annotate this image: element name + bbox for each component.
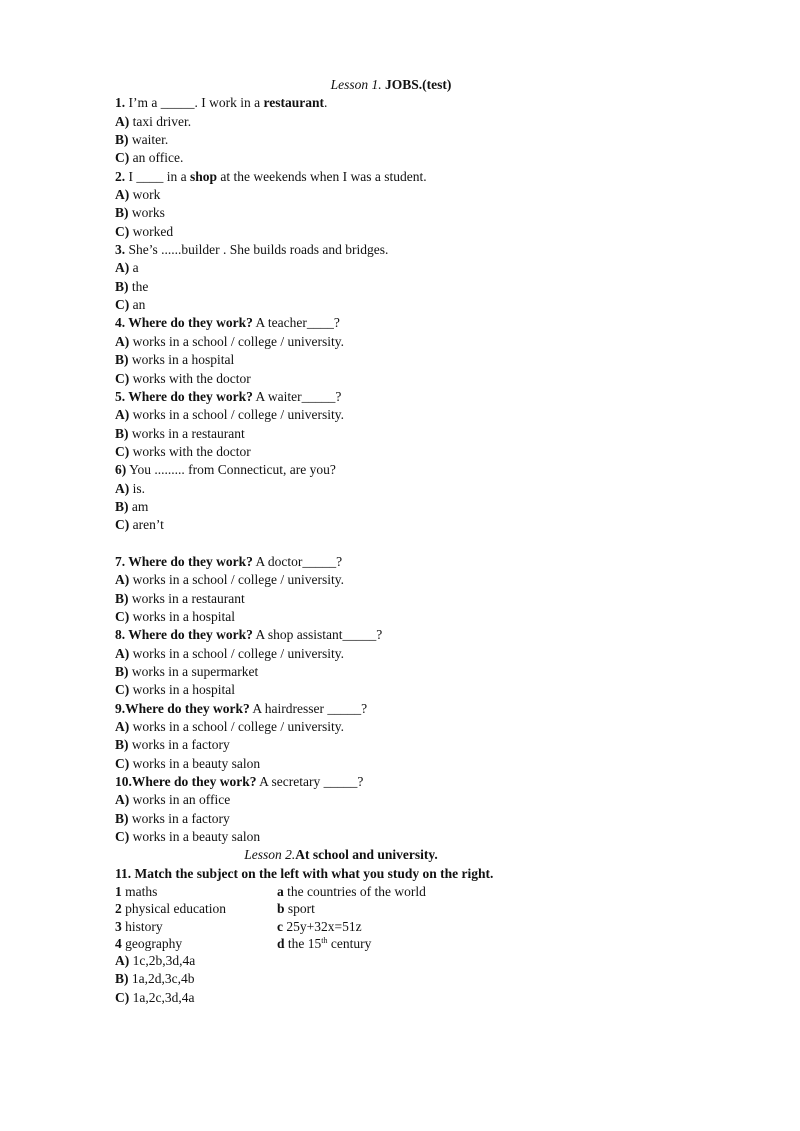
question-number: 10.Where do they work? xyxy=(115,774,257,790)
question-stem xyxy=(115,773,715,791)
option-letter: B) xyxy=(115,810,129,826)
question-number: 2. xyxy=(115,168,126,184)
option-text: works in a factory xyxy=(128,737,230,753)
lesson1-title xyxy=(115,76,667,94)
option-text: an xyxy=(129,297,146,313)
question-stem xyxy=(115,241,715,259)
answer-option xyxy=(115,516,715,534)
match-row xyxy=(115,883,715,900)
answer-option xyxy=(115,186,715,204)
option-text: works in a beauty salon xyxy=(129,829,261,845)
match-row xyxy=(115,935,715,952)
option-text: works in a factory xyxy=(128,810,230,826)
option-letter: C) xyxy=(115,608,130,624)
option-letter: B) xyxy=(115,737,129,753)
option-letter: B) xyxy=(115,132,129,148)
option-letter: A) xyxy=(115,260,130,276)
question-text: restaurant xyxy=(263,95,324,111)
ordinal-superscript: th xyxy=(321,935,328,945)
question-number: 5. Where do they work? xyxy=(115,388,253,404)
match-right-item: b sport xyxy=(277,901,315,917)
answer-option xyxy=(115,791,715,809)
option-letter: B) xyxy=(115,498,129,514)
option-letter: A) xyxy=(115,480,130,496)
answer-option xyxy=(115,755,715,773)
question-stem xyxy=(115,94,715,112)
question-text: I ____ in a xyxy=(125,168,190,184)
option-letter: C) xyxy=(115,443,130,459)
answer-option xyxy=(115,351,715,369)
answer-option xyxy=(115,681,715,699)
question-stem xyxy=(115,461,715,479)
option-text: works in a hospital xyxy=(129,682,235,698)
option-letter: B) xyxy=(115,352,129,368)
answer-option xyxy=(115,663,715,681)
option-letter: B) xyxy=(115,205,129,221)
option-letter: A) xyxy=(115,407,130,423)
option-text: works xyxy=(128,205,165,221)
match-right-item: d the 15th century xyxy=(277,935,372,951)
q11-option: C) 1a,2c,3d,4a xyxy=(115,989,195,1005)
answer-option xyxy=(115,828,715,846)
q11-option: B) 1a,2d,3c,4b xyxy=(115,971,195,987)
option-text: am xyxy=(128,498,149,514)
option-text: works in a school / college / university. xyxy=(129,333,344,349)
option-text: works in a hospital xyxy=(129,608,235,624)
lesson2-title-italic: Lesson 2. xyxy=(244,847,296,863)
option-text: is. xyxy=(129,480,146,496)
answer-option xyxy=(115,608,715,626)
questions-list xyxy=(115,94,715,846)
question-number: 8. Where do they work? xyxy=(115,627,253,643)
answer-option xyxy=(115,259,715,277)
option-text: works in a hospital xyxy=(128,352,235,368)
option-letter: A) xyxy=(115,792,130,808)
question-stem xyxy=(115,553,715,571)
question-stem xyxy=(115,168,715,186)
match-left-item: 4 geography xyxy=(115,935,183,951)
option-text: works with the doctor xyxy=(129,370,251,386)
match-left-item: 1 maths xyxy=(115,884,158,900)
question-text: at the weekends when I was a student. xyxy=(217,168,427,184)
question-text: A hairdresser _____? xyxy=(249,700,368,716)
question-text: A shop assistant_____? xyxy=(252,627,383,643)
lesson2-title xyxy=(115,846,567,864)
option-letter: C) xyxy=(115,223,130,239)
option-text: a xyxy=(129,260,139,276)
answer-option xyxy=(115,443,715,461)
answer-option xyxy=(115,718,715,736)
answer-option xyxy=(115,131,715,149)
answer-option xyxy=(115,571,715,589)
answer-option xyxy=(115,333,715,351)
option-text: the xyxy=(128,278,149,294)
option-letter: B) xyxy=(115,590,129,606)
answer-option xyxy=(115,810,715,828)
question-text: A teacher____? xyxy=(252,315,340,331)
answer-option xyxy=(115,223,715,241)
option-letter: C) xyxy=(115,755,130,771)
option-letter: B) xyxy=(115,425,129,441)
option-letter: A) xyxy=(115,572,130,588)
answer-option xyxy=(115,590,715,608)
answer-option xyxy=(115,406,715,424)
answer-option xyxy=(115,645,715,663)
question-text: A secretary _____? xyxy=(256,774,364,790)
option-text: an office. xyxy=(129,150,184,166)
match-right-item: c 25y+32x=51z xyxy=(277,918,362,934)
option-letter: B) xyxy=(115,664,129,679)
option-letter: A) xyxy=(115,333,130,349)
option-text: works in a restaurant xyxy=(128,590,245,606)
option-letter: A) xyxy=(115,187,130,203)
lesson2-title-bold: At school and university. xyxy=(295,847,438,863)
question-text: . xyxy=(323,95,328,111)
question-number: 1. xyxy=(115,95,126,111)
question-text: shop xyxy=(190,168,218,184)
option-letter: A) xyxy=(115,719,130,735)
option-letter: C) xyxy=(115,150,130,166)
option-text: aren’t xyxy=(129,517,164,533)
question-stem xyxy=(115,314,715,332)
q11-prompt-text: 11. Match the subject on the left with what you study on the right. xyxy=(115,865,494,881)
match-right-item: a the countries of the world xyxy=(277,884,426,900)
option-text: works in a school / college / university. xyxy=(129,645,344,661)
question-text: She’s ......builder . She builds roads and bridges. xyxy=(125,242,389,258)
answer-option xyxy=(115,278,715,296)
answer-option xyxy=(115,113,715,131)
question-text: A waiter_____? xyxy=(252,388,342,404)
option-text: works in a beauty salon xyxy=(129,755,261,771)
question-stem xyxy=(115,388,715,406)
q11-option: A) 1c,2b,3d,4a xyxy=(115,952,196,968)
question-text: I’m a _____. I work in a xyxy=(125,95,264,111)
option-letter: C) xyxy=(115,297,130,313)
blank-line xyxy=(115,535,715,553)
option-letter: C) xyxy=(115,829,130,845)
match-left-item: 2 physical education xyxy=(115,901,226,917)
option-text: works in an office xyxy=(129,792,231,808)
question-number: 9.Where do they work? xyxy=(115,700,250,716)
answer-option xyxy=(115,425,715,443)
question-number: 4. Where do they work? xyxy=(115,315,253,331)
option-letter: A) xyxy=(115,645,130,661)
option-text: works in a restaurant xyxy=(128,425,245,441)
question-stem xyxy=(115,700,715,718)
option-letter: A) xyxy=(115,113,130,129)
lesson1-title-bold: JOBS.(test) xyxy=(385,77,452,92)
option-letter: C) xyxy=(115,682,130,698)
option-text: works in a school / college / university. xyxy=(129,572,344,588)
question-number: 7. Where do they work? xyxy=(115,553,253,569)
lesson1-title-italic: Lesson 1. xyxy=(330,77,382,92)
option-text: taxi driver. xyxy=(129,113,192,129)
match-row xyxy=(115,900,715,917)
question-stem xyxy=(115,626,715,644)
match-row xyxy=(115,918,715,935)
answer-option xyxy=(115,736,715,754)
option-letter: C) xyxy=(115,517,130,533)
answer-option xyxy=(115,149,715,167)
question-text: You ......... from Connecticut, are you? xyxy=(126,462,336,478)
answer-option xyxy=(115,296,715,314)
answer-option xyxy=(115,204,715,222)
option-text: work xyxy=(129,187,161,203)
option-text: waiter. xyxy=(128,132,169,148)
worksheet-page xyxy=(115,76,715,1007)
answer-option xyxy=(115,480,715,498)
answer-option xyxy=(115,370,715,388)
match-left-item: 3 history xyxy=(115,918,163,934)
option-text: works in a supermarket xyxy=(128,664,259,679)
option-text: worked xyxy=(129,223,174,239)
match-table xyxy=(115,883,715,952)
option-text: works in a school / college / university. xyxy=(129,719,344,735)
option-letter: C) xyxy=(115,370,130,386)
question-number: 6) xyxy=(115,462,127,478)
q11-prompt xyxy=(115,865,715,883)
option-text: works in a school / college / university. xyxy=(129,407,344,423)
answer-option xyxy=(115,498,715,516)
option-letter: B) xyxy=(115,278,129,294)
option-text: works with the doctor xyxy=(129,443,251,459)
question-text: A doctor_____? xyxy=(252,553,343,569)
question-number: 3. xyxy=(115,242,126,258)
